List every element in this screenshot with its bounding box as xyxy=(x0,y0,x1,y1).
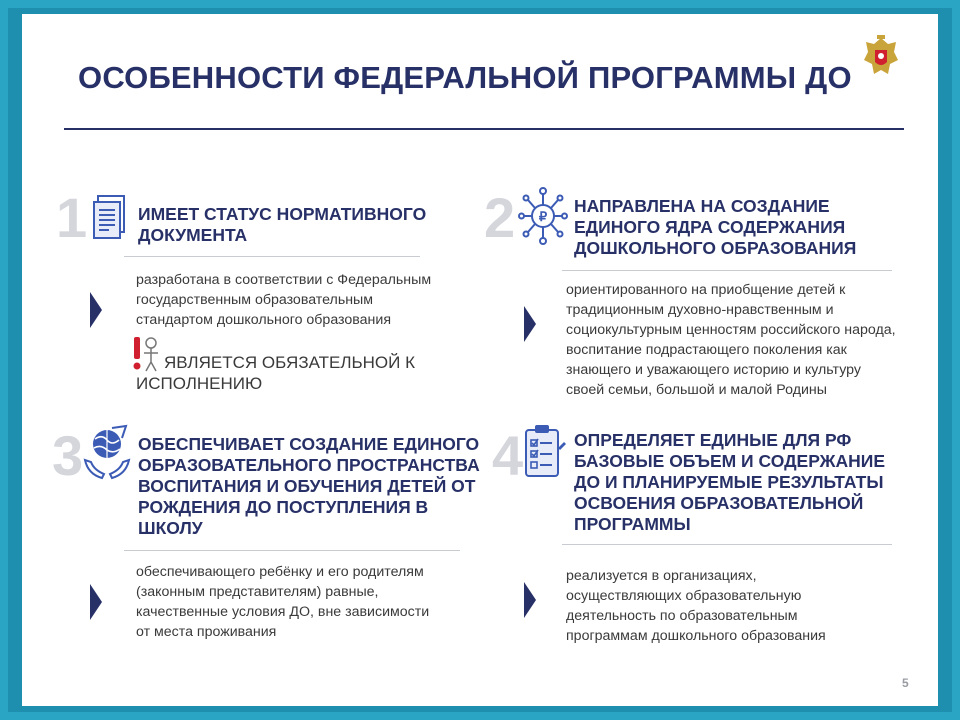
block-4-heading-line: ОСВОЕНИЯ ОБРАЗОВАТЕЛЬНОЙ xyxy=(574,493,864,513)
slide xyxy=(22,14,938,706)
block-2-text xyxy=(566,280,896,400)
slide-title: ОСОБЕННОСТИ ФЕДЕРАЛЬНОЙ ПРОГРАММЫ ДО xyxy=(78,60,852,95)
title-divider xyxy=(64,128,904,130)
block-1-note-line: ЯВЛЯЕТСЯ ОБЯЗАТЕЛЬНОЙ К xyxy=(164,353,415,372)
block-3-text-line: от места проживания xyxy=(136,624,277,640)
block-2-heading-line: ДОШКОЛЬНОГО ОБРАЗОВАНИЯ xyxy=(574,238,857,258)
ruble-network-icon xyxy=(518,186,568,246)
block-4-text xyxy=(566,566,826,646)
block-1-text-line: стандартом дошкольного образования xyxy=(136,312,391,328)
globe-hands-icon xyxy=(82,424,132,484)
block-2-number: 2 xyxy=(484,186,516,249)
block-3-separator xyxy=(124,550,460,551)
block-1-text-line: государственным образовательным xyxy=(136,292,373,308)
block-3-text-line: (законным представителям) равные, xyxy=(136,584,379,600)
clipboard-checklist-icon xyxy=(522,422,566,484)
block-2-heading-line: ЕДИНОГО ЯДРА СОДЕРЖАНИЯ xyxy=(574,217,846,237)
block-2-heading xyxy=(574,196,856,259)
page-number: 5 xyxy=(902,676,909,690)
block-2-text-line: своей семьи, большой и малой Родины xyxy=(566,382,827,398)
block-4-number: 4 xyxy=(492,424,524,487)
block-2-text-line: социокультурным ценностям российского народа, xyxy=(566,322,896,338)
block-2-text-line: воспитание подрастающего поколения как xyxy=(566,342,847,358)
block-4-text-line: деятельность по образовательным xyxy=(566,608,798,624)
block-4-heading-line: БАЗОВЫЕ ОБЪЕМ И СОДЕРЖАНИЕ xyxy=(574,451,886,471)
block-2-text-line: ориентированного на приобщение детей к xyxy=(566,282,846,298)
block-4-heading-line: ПРОГРАММЫ xyxy=(574,514,691,534)
block-1-heading xyxy=(138,204,426,246)
block-3-number: 3 xyxy=(52,424,84,487)
block-4-heading xyxy=(574,430,885,535)
block-2-marker xyxy=(524,306,536,342)
svg-text:₽: ₽ xyxy=(538,209,548,224)
block-3-heading-line: ОБРАЗОВАТЕЛЬНОГО ПРОСТРАНСТВА xyxy=(138,455,480,475)
coat-of-arms-icon xyxy=(862,34,900,80)
block-3-text xyxy=(136,562,429,642)
block-1-heading-line: ДОКУМЕНТА xyxy=(138,225,248,245)
block-4-separator xyxy=(562,544,892,545)
block-4-text-line: реализуется в организациях, xyxy=(566,568,757,584)
block-2-text-line: знающего и уважающего историю и культуру xyxy=(566,362,861,378)
block-1-separator xyxy=(124,256,420,257)
block-2-heading-line: НАПРАВЛЕНА НА СОЗДАНИЕ xyxy=(574,196,830,216)
block-3-heading xyxy=(138,434,480,539)
block-4-text-line: осуществляющих образовательную xyxy=(566,588,802,604)
block-1-text xyxy=(136,270,431,330)
block-4-heading-line: ОПРЕДЕЛЯЕТ ЕДИНЫЕ ДЛЯ РФ xyxy=(574,430,852,450)
block-3-heading-line: РОЖДЕНИЯ ДО ПОСТУПЛЕНИЯ В xyxy=(138,497,429,517)
block-1-text-line: разработана в соответствии с Федеральным xyxy=(136,272,432,288)
block-1-marker xyxy=(90,292,102,328)
block-4-text-line: программам дошкольного образования xyxy=(566,628,826,644)
block-1-note xyxy=(136,352,415,394)
block-4-marker xyxy=(524,582,536,618)
block-3-text-line: обеспечивающего ребёнку и его родителям xyxy=(136,564,424,580)
block-1-note-line: ИСПОЛНЕНИЮ xyxy=(136,374,263,393)
block-1-heading-line: ИМЕЕТ СТАТУС НОРМАТИВНОГО xyxy=(138,204,427,224)
block-2-text-line: традиционным духовно-нравственным и xyxy=(566,302,834,318)
block-2-separator xyxy=(562,270,892,271)
block-3-heading-line: ОБЕСПЕЧИВАЕТ СОЗДАНИЕ ЕДИНОГО xyxy=(138,434,480,454)
block-3-heading-line: ШКОЛУ xyxy=(138,518,203,538)
block-3-marker xyxy=(90,584,102,620)
block-3-heading-line: ВОСПИТАНИЯ И ОБУЧЕНИЯ ДЕТЕЙ ОТ xyxy=(138,476,476,496)
block-4-heading-line: ДО И ПЛАНИРУЕМЫЕ РЕЗУЛЬТАТЫ xyxy=(574,472,884,492)
document-icon xyxy=(92,192,128,248)
block-3-text-line: качественные условия ДО, вне зависимости xyxy=(136,604,430,620)
block-1-number: 1 xyxy=(56,186,88,249)
